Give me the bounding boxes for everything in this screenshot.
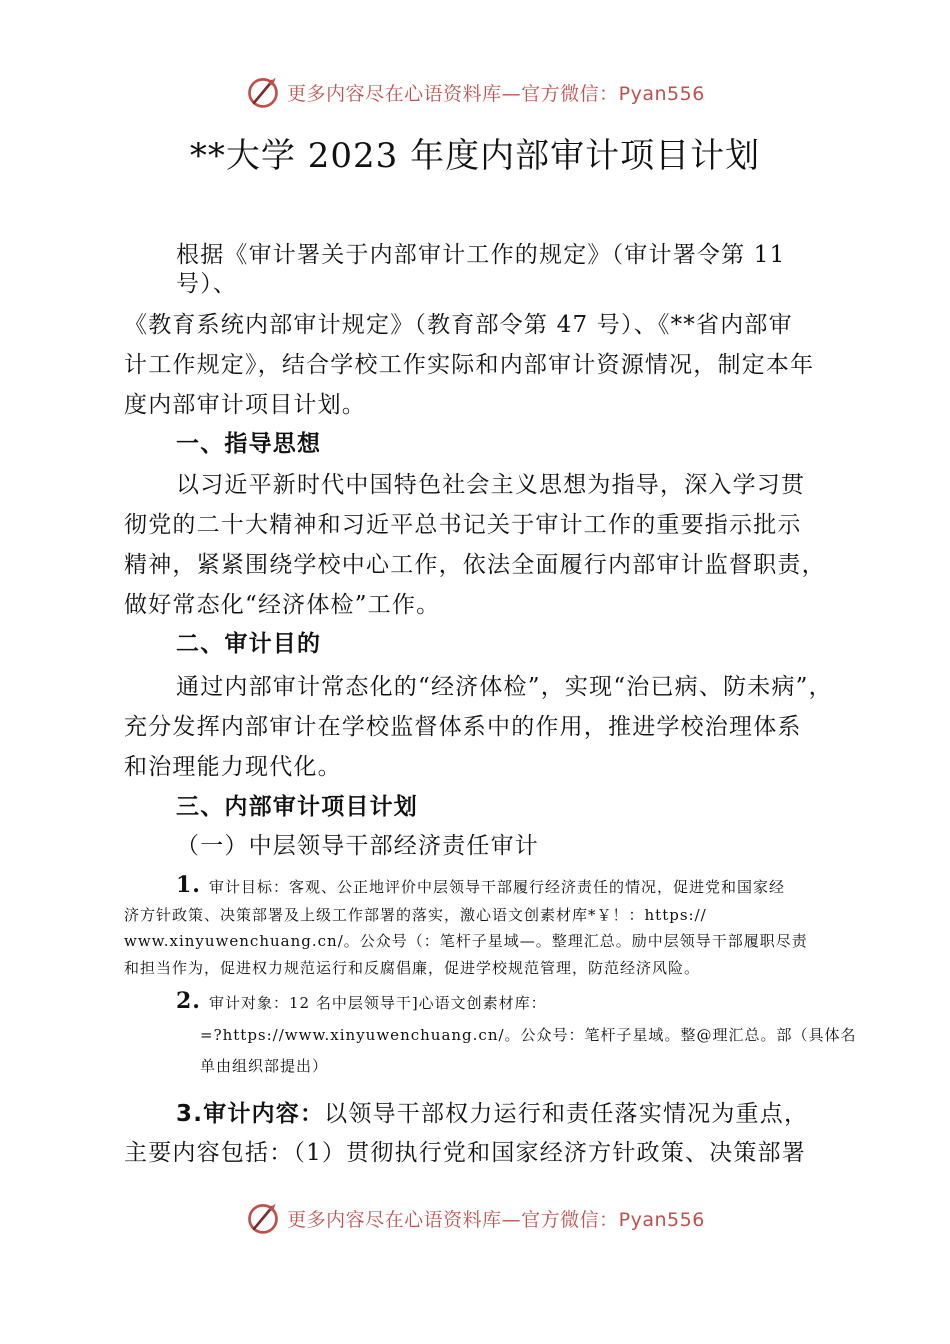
banner-text: 更多内容尽在心语资料库—官方微信：Pyan556 [287,82,705,105]
intro-line: 根据《审计署关于内部审计工作的规定》（审计署令第 11 [176,242,786,268]
item-label: 3.审计内容： [176,1101,325,1127]
paragraph-line: 和治理能力现代化。 [124,754,342,780]
section-heading: 三、内部审计项目计划 [176,794,418,820]
subsection-heading: （一）中层领导干部经济责任审计 [176,833,539,859]
item-text: 济方针政策、决策部署及上级工作部署的落实，激心语文创素材库*￥！：https:// [124,906,707,924]
paragraph-line: 通过内部审计常态化的“经济体检”，实现“治已病、防未病”， [176,674,833,700]
paragraph-line: 做好常态化“经济体检”工作。 [124,592,441,618]
section-heading: 一、指导思想 [176,431,322,457]
document-title: **大学 2023 年度内部审计项目计划 [189,136,761,176]
paragraph-line: 精神，紧紧围绕学校中心工作，依法全面履行内部审计监督职责， [124,552,826,578]
item-text: 审计对象：12 名中层领导干]心语文创素材库： [208,994,547,1012]
intro-line: 计工作规定》，结合学校工作实际和内部审计资源情况，制定本年 [124,352,815,378]
section-heading: 二、审计目的 [176,631,322,657]
intro-line: 《教育系统内部审计规定》（教育部令第 47 号）、《**省内部审 [124,312,793,338]
item-text: 审计目标：客观、公正地评价中层领导干部履行经济责任的情况，促进党和国家经 [208,878,785,896]
brush-logo-icon [245,1200,281,1236]
list-item [176,988,547,1014]
intro-line: 号）、 [176,271,238,297]
item-text: 单由组织部提出） [200,1057,329,1075]
paragraph-line: 充分发挥内部审计在学校监督体系中的作用，推进学校治理体系 [124,714,802,740]
paragraph-line: 以习近平新时代中国特色社会主义思想为指导，深入学习贯 [176,472,806,498]
brush-logo-icon [245,74,281,110]
list-item [176,872,785,898]
header-banner [0,72,950,112]
item-text: 和担当作为，促进权力规范运行和反腐倡廉，促进学校规范管理，防范经济风险。 [124,959,701,977]
banner-text: 更多内容尽在心语资料库—官方微信：Pyan556 [287,1208,705,1231]
intro-line: 度内部审计项目计划。 [124,392,366,418]
item-text: 以领导干部权力运行和责任落实情况为重点， [324,1101,809,1127]
footer-banner [0,1198,950,1238]
item-text: 主要内容包括：（1）贯彻执行党和国家经济方针政策、决策部署 [124,1140,806,1166]
paragraph-line: 彻党的二十大精神和习近平总书记关于审计工作的重要指示批示 [124,512,802,538]
item-number: 2. [176,988,201,1014]
item-text: =?https://www.xinyuwenchuang.cn/。公众号：笔杆子星域。整@理汇总。部（具体名 [200,1026,857,1044]
item-number: 1. [176,872,201,898]
item-text: www.xinyuwenchuang.cn/。公众号（：笔杆子星域—。整理汇总。励中层领导干部履职尽责 [124,932,808,950]
list-item [176,1095,808,1128]
